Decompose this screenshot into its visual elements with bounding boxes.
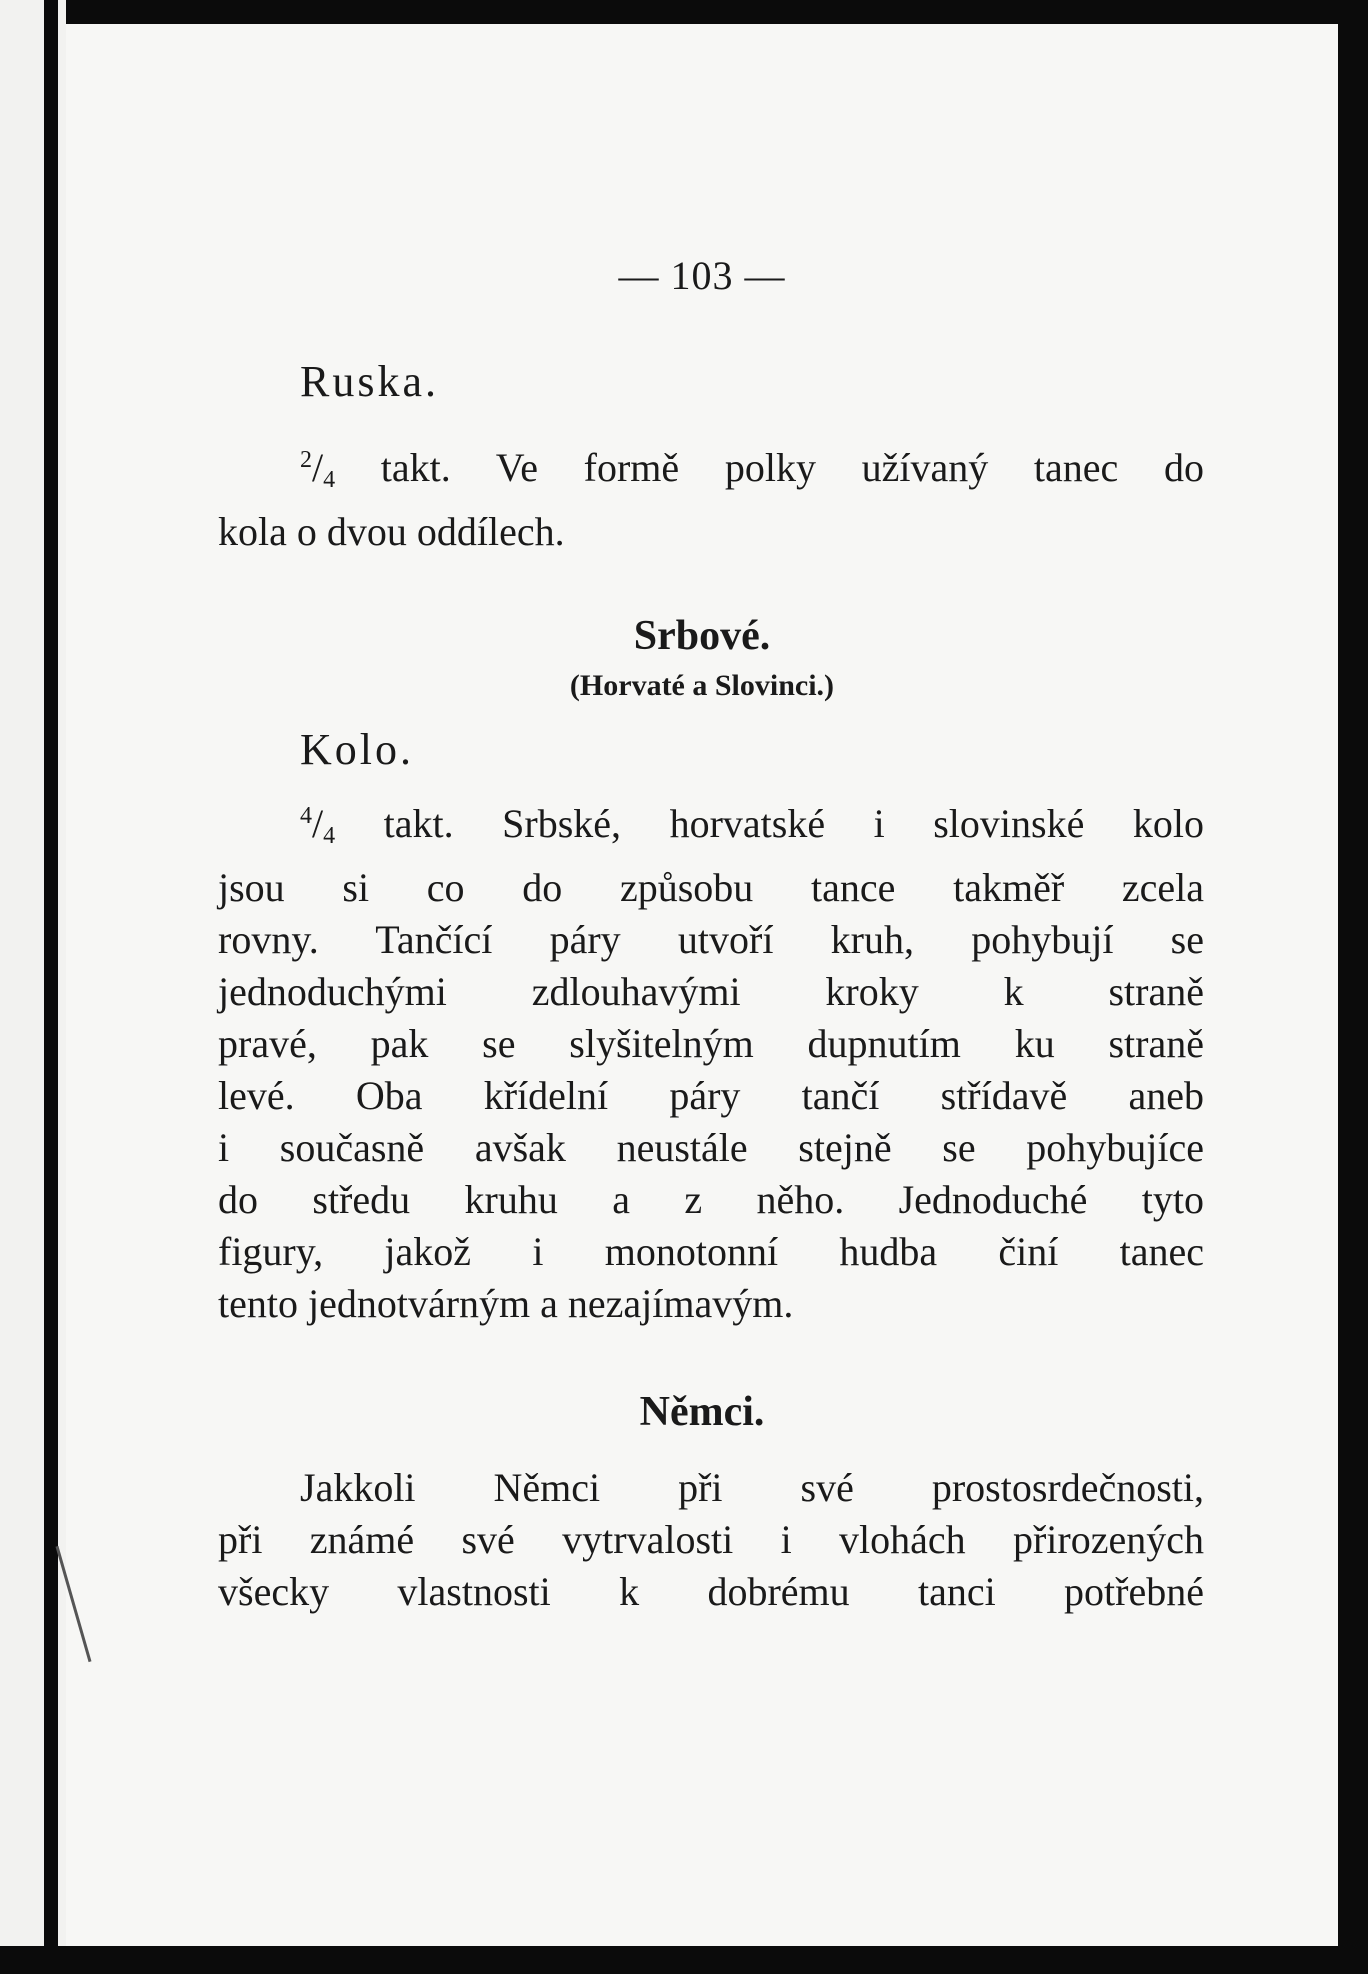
section-title-srbove: Srbové. — [633, 613, 771, 659]
paragraph-ruska — [218, 434, 1204, 558]
page-number: — 103 — — [618, 253, 786, 298]
scan-border — [0, 1946, 1368, 1974]
paragraph-kolo — [218, 790, 1204, 1330]
text-line: $^2/_4$ takt. Ve formě polky užívaný tanec do — [300, 445, 1204, 493]
text-line: jsou si co do způsobu tance takměř zcela — [218, 865, 1204, 910]
page-gutter — [44, 0, 58, 1974]
text-line: figury, jakož i monotonní hudba činí tanec — [218, 1229, 1204, 1274]
text-line: i současně avšak neustále stejně se pohybujíce — [218, 1125, 1204, 1170]
time-signature: $^2/_4$ — [300, 445, 336, 493]
text-line: do středu kruhu a z něho. Jednoduché tyto — [218, 1177, 1204, 1222]
text-line: všecky vlastnosti k dobrému tanci potřebné — [218, 1569, 1204, 1614]
book-page — [66, 24, 1338, 1946]
previous-page-edge — [0, 0, 66, 1974]
text-line: tento jednotvárným a nezajímavým. — [218, 1281, 794, 1326]
text-line: pravé, pak se slyšitelným dupnutím ku straně — [218, 1021, 1204, 1066]
text-line: kola o dvou oddílech. — [218, 509, 565, 554]
section-subtitle-srbove: (Horvaté a Slovinci.) — [569, 669, 835, 702]
heading-kolo: Kolo. — [300, 725, 414, 774]
text-line: rovny. Tančící páry utvoří kruh, pohybují se — [218, 917, 1204, 962]
heading-ruska: Ruska. — [300, 357, 439, 406]
text-line: Jakkoli Němci při své prostosrdečnosti, — [300, 1465, 1204, 1510]
text-line: při známé své vytrvalosti i vlohách přirozených — [218, 1517, 1204, 1562]
text-line: $^4/_4$ takt. Srbské, horvatské i slovinské kolo — [300, 801, 1204, 849]
paragraph-nemci — [218, 1462, 1204, 1618]
time-signature: $^4/_4$ — [300, 801, 336, 849]
section-title-nemci: Němci. — [639, 1389, 765, 1435]
text-line: jednoduchými zdlouhavými kroky k straně — [218, 969, 1204, 1014]
text-line: levé. Oba křídelní páry tančí střídavě aneb — [218, 1073, 1204, 1118]
